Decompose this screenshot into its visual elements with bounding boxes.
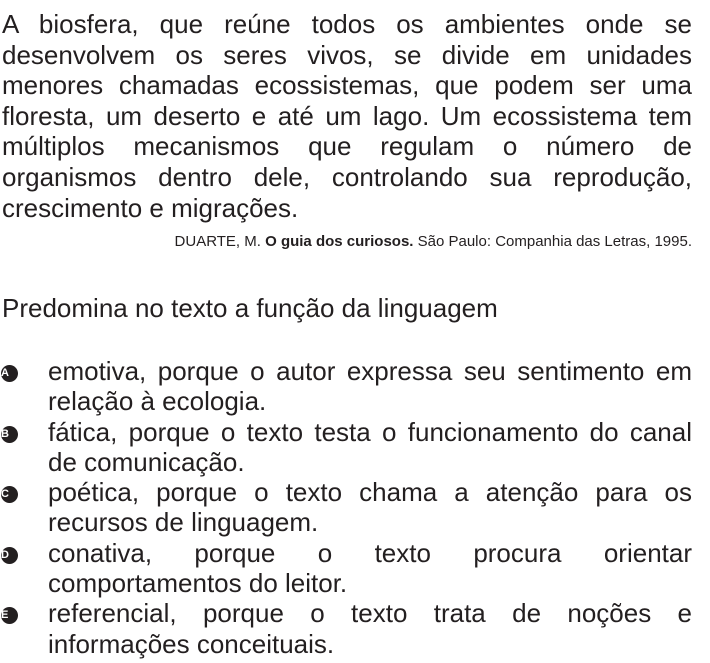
passage-text: A biosfera, que reúne todos os ambientes onde se desenvolvem os seres vivos, se divide em unidades menores chamadas ecossistemas, que podem ser uma floresta, um deserto e até um lago. Um ecossistema tem múltiplos mecanismos que regulam o número de organismos dentro dele, controlando sua reprodução, crescimento e migrações. bbox=[2, 9, 692, 223]
question-prompt: Predomina no texto a função da linguagem bbox=[2, 293, 498, 323]
option-c[interactable] bbox=[0, 477, 692, 538]
option-d-letter-badge: D bbox=[1, 547, 18, 564]
option-d-text: conativa, porque o texto procura orientar comportamentos do leitor. bbox=[48, 537, 692, 599]
citation bbox=[175, 233, 692, 251]
option-d[interactable] bbox=[0, 538, 692, 599]
option-b-text: fática, porque o texto testa o funcionamento do canal de comunicação. bbox=[48, 416, 692, 477]
citation-author: DUARTE, M. bbox=[174, 233, 266, 250]
option-b-letter-badge: B bbox=[1, 426, 18, 443]
citation-title: O guia dos curiosos. bbox=[265, 233, 414, 250]
option-a-letter-badge: A bbox=[1, 365, 18, 382]
option-b[interactable] bbox=[0, 417, 692, 478]
option-c-text: poética, porque o texto chama a atenção para os recursos de linguagem. bbox=[48, 477, 692, 538]
option-a-text: emotiva, porque o autor expressa seu sentimento em relação à ecologia. bbox=[48, 356, 692, 417]
citation-publisher: São Paulo: Companhia das Letras, 1995. bbox=[413, 233, 692, 250]
answer-options bbox=[0, 356, 692, 659]
option-e-text: referencial, porque o texto trata de noções e informações conceituais. bbox=[48, 598, 692, 659]
option-e[interactable] bbox=[0, 598, 692, 659]
option-c-letter-badge: C bbox=[1, 486, 18, 503]
option-e-letter-badge: E bbox=[1, 607, 18, 624]
option-a[interactable] bbox=[0, 356, 692, 417]
